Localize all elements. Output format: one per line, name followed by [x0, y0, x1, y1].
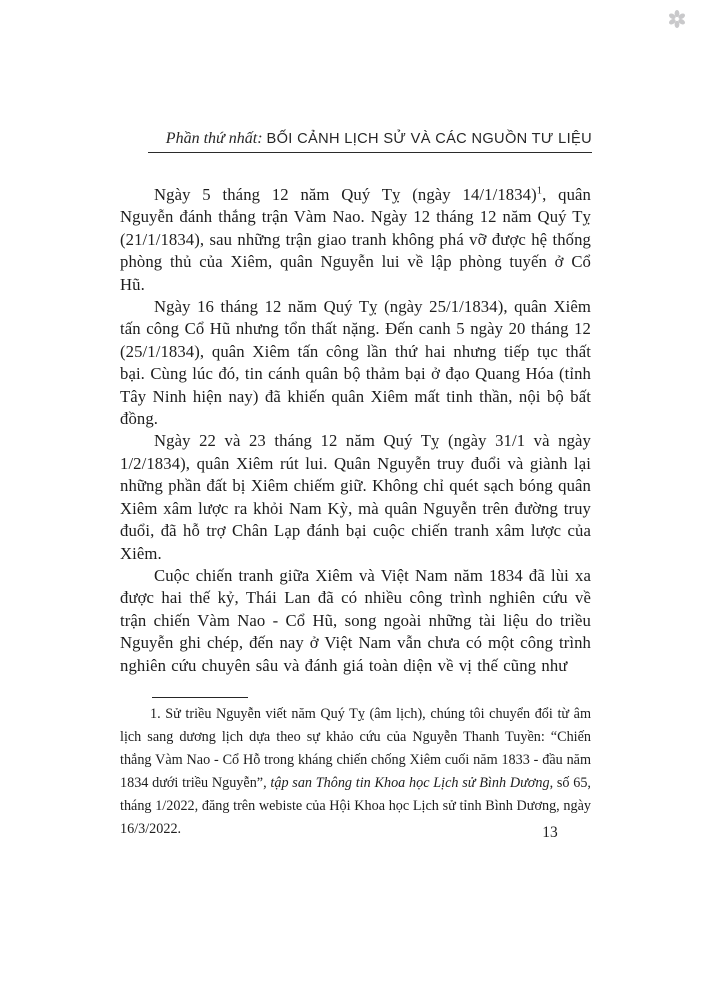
paragraph-1-text-before-ref: Ngày 5 tháng 12 năm Quý Tỵ (ngày 14/1/1834)	[154, 185, 537, 204]
footnote-reference: 1	[536, 185, 543, 197]
running-header-part-label: Phần thứ nhất:	[165, 130, 263, 147]
running-header-title: BỐI CẢNH LỊCH SỬ VÀ CÁC NGUỒN TƯ LIỆU	[266, 131, 592, 147]
flower-ornament-icon	[667, 9, 687, 29]
body-text	[120, 184, 591, 677]
flower-ornament-glyph	[667, 9, 687, 29]
paragraph-4: Cuộc chiến tranh giữa Xiêm và Việt Nam năm 1834 đã lùi xa được hai thế kỷ, Thái Lan đã có nhiều công trình nghiên cứu về trận chiến Vàm Nao - Cổ Hũ, song ngoài những tài liệu do triều Nguyễn ghi chép, đến nay ở Việt Nam vẫn chưa có một công trình nghiên cứu chuyên sâu và đánh giá toàn diện về vị thế cũng như	[120, 565, 591, 675]
paragraph-1-text-after-ref: , quân Nguyễn đánh thắng trận Vàm Nao. Ngày 12 tháng 12 năm Quý Tỵ (21/1/1834), sau những trận giao tranh không phá vỡ được hệ thống phòng thủ của Xiêm, quân Nguyễn lui về lập phòng tuyến ở Cổ Hũ.	[120, 185, 591, 294]
running-header	[120, 130, 592, 148]
header-rule	[148, 152, 592, 153]
footnote-text-before-italic: Sử triều Nguyễn viết năm Quý Tỵ (âm lịch), chúng tôi chuyển đổi từ âm lịch sang dương lịch dựa theo sự khảo cứu của Nguyễn Thanh Tuyền: “Chiến thắng Vàm Nao - Cổ Hỗ trong kháng chiến chống Xiêm cuối năm 1833 - đầu năm 1834 dưới triều Nguyễn”,	[120, 706, 591, 791]
footnote-separator-rule	[152, 697, 248, 698]
footnote-text	[120, 703, 591, 841]
footnote	[120, 697, 591, 841]
footnote-journal-title: tập san Thông tin Khoa học Lịch sử Bình Dương	[270, 775, 550, 791]
footnote-text-after-italic: , số 65, tháng 1/2022, đăng trên webiste của Hội Khoa học Lịch sử tỉnh Bình Dương, ngày 16/3/2022.	[120, 775, 591, 837]
paragraph-2: Ngày 16 tháng 12 năm Quý Tỵ (ngày 25/1/1834), quân Xiêm tấn công Cổ Hũ nhưng tổn thất nặng. Đến canh 5 ngày 20 tháng 12 (25/1/1834), quân Xiêm tấn công lần thứ hai nhưng tiếp tục thất bại. Cùng lúc đó, tin cánh quân bộ thảm bại ở đạo Quang Hóa (tỉnh Tây Ninh hiện nay) đã khiến quân Xiêm mất tinh thần, nội bộ bất đồng.	[120, 297, 591, 429]
page-number: 13	[542, 824, 558, 841]
footnote-number: 1.	[150, 706, 161, 722]
paragraph-3: Ngày 22 và 23 tháng 12 năm Quý Tỵ (ngày 31/1 và ngày 1/2/1834), quân Xiêm rút lui. Quân Nguyễn truy đuổi và giành lại những phần đất bị Xiêm chiếm giữ. Không chỉ quét sạch bóng quân Xiêm xâm lược ra khỏi Nam Kỳ, mà quân Nguyễn trên đường truy đuổi, đã hỗ trợ Chân Lạp đánh bại cuộc chiến tranh xâm lược của Xiêm.	[120, 431, 591, 563]
paragraph-1	[120, 184, 591, 296]
